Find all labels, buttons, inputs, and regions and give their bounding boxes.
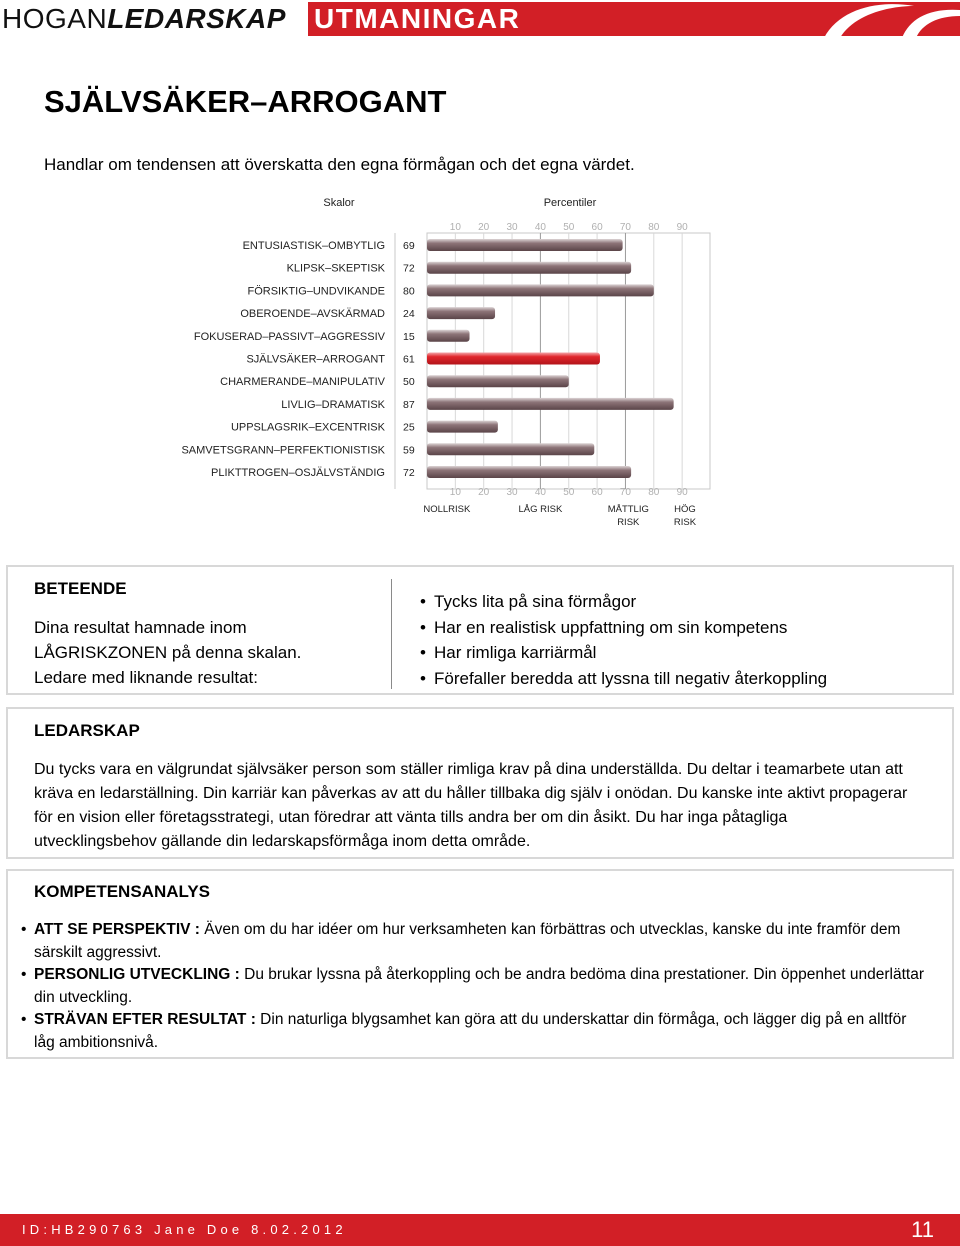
leadership-section — [6, 707, 954, 859]
competence-key: STRÄVAN EFTER RESULTAT : — [34, 1011, 256, 1028]
x-tick-label-top: 40 — [534, 222, 546, 233]
competence-text: Du brukar lyssna på återkoppling och be andra bedöma dina prestationer. Din öppenhet underlättar din utveckling. — [34, 966, 924, 1006]
competence-item — [34, 964, 924, 1009]
scale-label: UPPSLAGSRIK–EXCENTRISK — [230, 421, 385, 434]
scale-label: FÖRSIKTIG–UNDVIKANDE — [247, 285, 385, 298]
behavior-bullet: • Har en realistisk uppfattning om sin kompetens — [420, 615, 827, 641]
competence-text: Även om du har idéer om hur verksamheten kan förbättras och utvecklas, kanske du inte framför dem särskilt aggressivt. — [34, 921, 901, 961]
risk-zone-label: NOLLRISK — [423, 504, 471, 515]
page-footer — [0, 1214, 960, 1246]
bar-highlighted — [427, 353, 600, 365]
scale-value: 87 — [403, 398, 415, 411]
x-tick-label-bottom: 10 — [449, 487, 461, 498]
scale-label: CHARMERANDE–MANIPULATIV — [220, 376, 385, 389]
scale-value: 25 — [403, 421, 415, 434]
scale-label: SAMVETSGRANN–PERFEKTIONISTISK — [181, 444, 385, 457]
risk-zone-label: LÅG RISK — [518, 504, 563, 515]
scale-value: 69 — [403, 240, 415, 252]
behavior-bullet: • Förefaller beredda att lyssna till negativ återkoppling — [420, 666, 827, 692]
bar — [427, 375, 569, 387]
competence-list — [34, 919, 924, 1054]
report-id-text: ID:HB290763 Jane Doe 8.02.2012 — [22, 1222, 347, 1237]
x-tick-label-bottom: 20 — [478, 487, 490, 498]
behavior-bullet-list — [420, 589, 827, 691]
scale-label: KLIPSK–SKEPTISK — [286, 262, 385, 275]
competence-key: PERSONLIG UTVECKLING : — [34, 966, 240, 983]
x-tick-label-bottom: 50 — [563, 487, 575, 498]
page-title: SJÄLVSÄKER–ARROGANT — [44, 84, 447, 119]
behavior-summary-line: Dina resultat hamnade inom — [34, 618, 247, 637]
risk-zone-label: MÅTTLIG — [607, 504, 649, 515]
bar — [427, 262, 631, 274]
competence-section — [6, 869, 954, 1059]
scale-value: 61 — [403, 353, 415, 366]
intro-text: Handlar om tendensen att överskatta den egna förmågan och det egna värdet. — [44, 155, 635, 174]
x-tick-label-top: 10 — [449, 222, 461, 233]
competence-item — [34, 1009, 924, 1054]
leadership-text: Du tycks vara en välgrundat självsäker person som ställer rimliga krav på dina underställda. Du deltar i teamarbete utan att kräva en ledarställning. Din karriär kan påverkas av att du håller tillbaka dig själv i onödan. Du kanske inte aktivt propagerar för en vision eller företagsstrategi, utan föredrar att vänta tills andra ber om din åsikt. Du har inga påtagliga utvecklingsbehov gällande din ledarskapsförmåga inom detta område. — [34, 761, 908, 850]
scale-label: OBEROENDE–AVSKÄRMAD — [240, 308, 385, 321]
risk-zone-label-line2: RISK — [617, 517, 640, 528]
competence-text: Din naturliga blygsamhet kan göra att du underskattar din förmåga, och lägger dig på en alltför låg ambitionsnivå. — [34, 1011, 907, 1051]
column-header-scales: Skalor — [323, 197, 355, 209]
risk-zone-label: HÖG — [674, 504, 696, 515]
behavior-title: BETEENDE — [34, 579, 127, 598]
bar — [427, 421, 498, 433]
behavior-section — [6, 565, 954, 695]
x-tick-label-top: 20 — [478, 222, 490, 233]
x-tick-label-bottom: 90 — [676, 487, 688, 498]
scale-label: PLIKTTROGEN–OSJÄLVSTÄNDIG — [210, 467, 385, 479]
behavior-summary-line: Ledare med liknande resultat: — [34, 668, 258, 687]
scale-value: 50 — [403, 376, 415, 389]
competence-title: KOMPETENSANALYS — [34, 882, 211, 901]
competence-item — [34, 919, 924, 964]
x-tick-label-top: 60 — [591, 222, 603, 233]
page-header — [0, 0, 960, 38]
bar — [427, 330, 470, 342]
page-number: 11 — [911, 1217, 934, 1242]
x-tick-label-bottom: 80 — [648, 487, 660, 498]
bar — [427, 443, 594, 455]
risk-zone-label-line2: RISK — [673, 517, 697, 528]
percentile-chart — [0, 190, 960, 535]
scale-value: 80 — [403, 285, 415, 298]
scale-value: 24 — [403, 308, 415, 321]
behavior-bullet: • Tycks lita på sina förmågor — [420, 589, 827, 615]
x-tick-label-top: 50 — [563, 222, 575, 233]
competence-key: ATT SE PERSPEKTIV : — [34, 921, 200, 938]
behavior-summary — [34, 615, 384, 690]
brand-part-hogan: HOGAN — [2, 3, 108, 34]
x-tick-label-top: 70 — [619, 222, 632, 233]
bar — [427, 284, 654, 296]
x-tick-label-bottom: 40 — [534, 487, 546, 498]
x-tick-label-top: 90 — [676, 222, 688, 233]
column-header-percentiles: Percentiler — [543, 197, 597, 209]
brand-logo-text — [2, 2, 286, 36]
scale-label: LIVLIG–DRAMATISK — [281, 398, 385, 411]
scale-label: SJÄLVSÄKER–ARROGANT — [246, 353, 385, 366]
hogan-swoosh-logo-icon — [810, 0, 960, 38]
section-label: UTMANINGAR — [314, 3, 521, 34]
scale-label: ENTUSIASTISK–OMBYTLIG — [242, 240, 385, 252]
x-tick-label-top: 80 — [648, 222, 660, 233]
x-tick-label-bottom: 70 — [619, 487, 632, 498]
scale-value: 15 — [403, 330, 415, 343]
x-tick-label-bottom: 60 — [591, 487, 603, 498]
x-tick-label-top: 30 — [506, 222, 518, 233]
scale-value: 72 — [403, 467, 415, 479]
column-divider — [391, 579, 392, 689]
x-tick-label-bottom: 30 — [506, 487, 518, 498]
scale-value: 59 — [403, 444, 415, 457]
bar — [427, 239, 623, 251]
leadership-title: LEDARSKAP — [34, 721, 140, 740]
behavior-summary-line: LÅGRISKZONEN på denna skalan. — [34, 643, 302, 662]
scale-label: FOKUSERAD–PASSIVT–AGGRESSIV — [193, 330, 385, 343]
bar — [427, 466, 631, 478]
behavior-bullet: • Har rimliga karriärmål — [420, 640, 827, 666]
bar — [427, 398, 674, 410]
brand-part-ledarskap: LEDARSKAP — [107, 3, 286, 34]
bar — [427, 307, 495, 319]
scale-value: 72 — [403, 262, 415, 275]
